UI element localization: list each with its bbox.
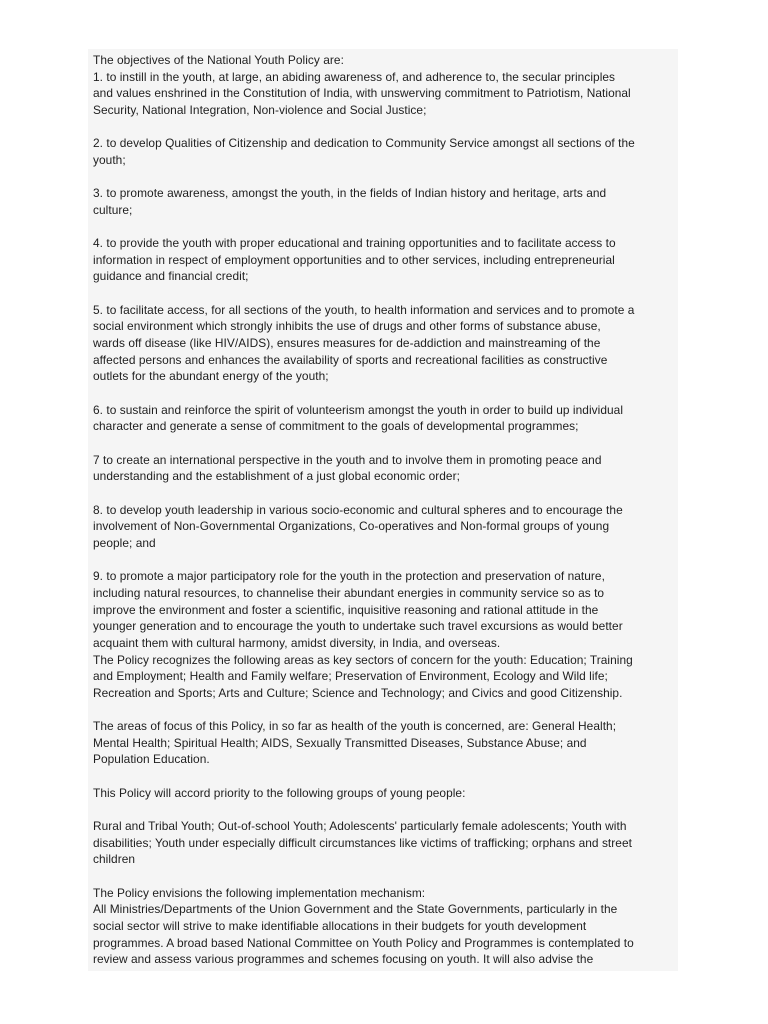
paragraph-objective-4: 4. to provide the youth with proper educational and training opportunities and to facilitate access to information in respect of employment opportunities and to other services, including entrepreneurial guidance and financial credit;	[93, 236, 616, 284]
paragraph-objective-8: 8. to develop youth leadership in various socio-economic and cultural spheres and to encourage the involvement of Non-Governmental Organizations, Co-operatives and Non-formal groups of young people; and	[93, 502, 623, 550]
paragraph-objective-7: 7 to create an international perspective in the youth and to involve them in promoting peace and understanding and the establishment of a just global economic order;	[93, 452, 602, 484]
paragraph-objective-9-and-sectors: 9. to promote a major participatory role for the youth in the protection and preservation of nature, including natural resources, to channelise their abundant energies in community service so as to improve the environment and foster a scientific, inquisitive reasoning and rational attitude in the younger generation and to encourage the youth to undertake such travel excursions as would better acquaint them with cultural harmony, amidst diversity, in India, and overseas. The Policy recognizes the following areas as key sectors of concern for the youth: Education; Training and Employment; Health and Family welfare; Preservation of Environment, Ecology and Wild life; Recreation and Sports; Arts and Culture; Science and Technology; and Civics and good Citizenship.	[93, 569, 633, 700]
paragraph-objective-6: 6. to sustain and reinforce the spirit of volunteerism amongst the youth in order to build up individual character and generate a sense of commitment to the goals of developmental programmes;	[93, 402, 624, 434]
paragraph-priority-groups: Rural and Tribal Youth; Out-of-school Youth; Adolescents' particularly female adolescents; Youth with disabilities; Youth under especially difficult circumstances like victims of trafficking; orphans and street children	[93, 819, 632, 867]
paragraph-objectives-intro: The objectives of the National Youth Policy are: 1. to instill in the youth, at large, an abiding awareness of, and adherence to, the secular principles and values enshrined in the Constitution of India, with unswerving commitment to Patriotism, National Security, National Integration, Non-violence and Social Justice;	[93, 53, 631, 117]
paragraph-objective-2: 2. to develop Qualities of Citizenship and dedication to Community Service amongst all sections of the youth;	[93, 136, 635, 167]
paragraph-objective-5: 5. to facilitate access, for all sections of the youth, to health information and services and to promote a social environment which strongly inhibits the use of drugs and other forms of substance abuse, wards off disease (like HIV/AIDS), ensures measures for de-addiction and mainstreaming of the affected persons and enhances the availability of sports and recreational facilities as constructive outlets for the abundant energy of the youth;	[93, 302, 635, 384]
paragraph-priority-intro: This Policy will accord priority to the following groups of young people:	[93, 785, 466, 800]
document-body	[88, 49, 678, 971]
paragraph-health-focus: The areas of focus of this Policy, in so far as health of the youth is concerned, are: General Health; Mental Health; Spiritual Health; AIDS, Sexually Transmitted Diseases, Substance Abuse; and Population Education.	[93, 719, 617, 767]
paragraph-objective-3: 3. to promote awareness, amongst the youth, in the fields of Indian history and heritage, arts and culture;	[93, 186, 607, 217]
paragraph-implementation: The Policy envisions the following implementation mechanism: All Ministries/Departments of the Union Government and the State Governments, particularly in the social sector will strive to make identifiable allocations in their budgets for youth development programmes. A broad based National Committee on Youth Policy and Programmes is contemplated to review and assess various programmes and schemes focusing on youth. It will also advise the	[93, 885, 634, 967]
